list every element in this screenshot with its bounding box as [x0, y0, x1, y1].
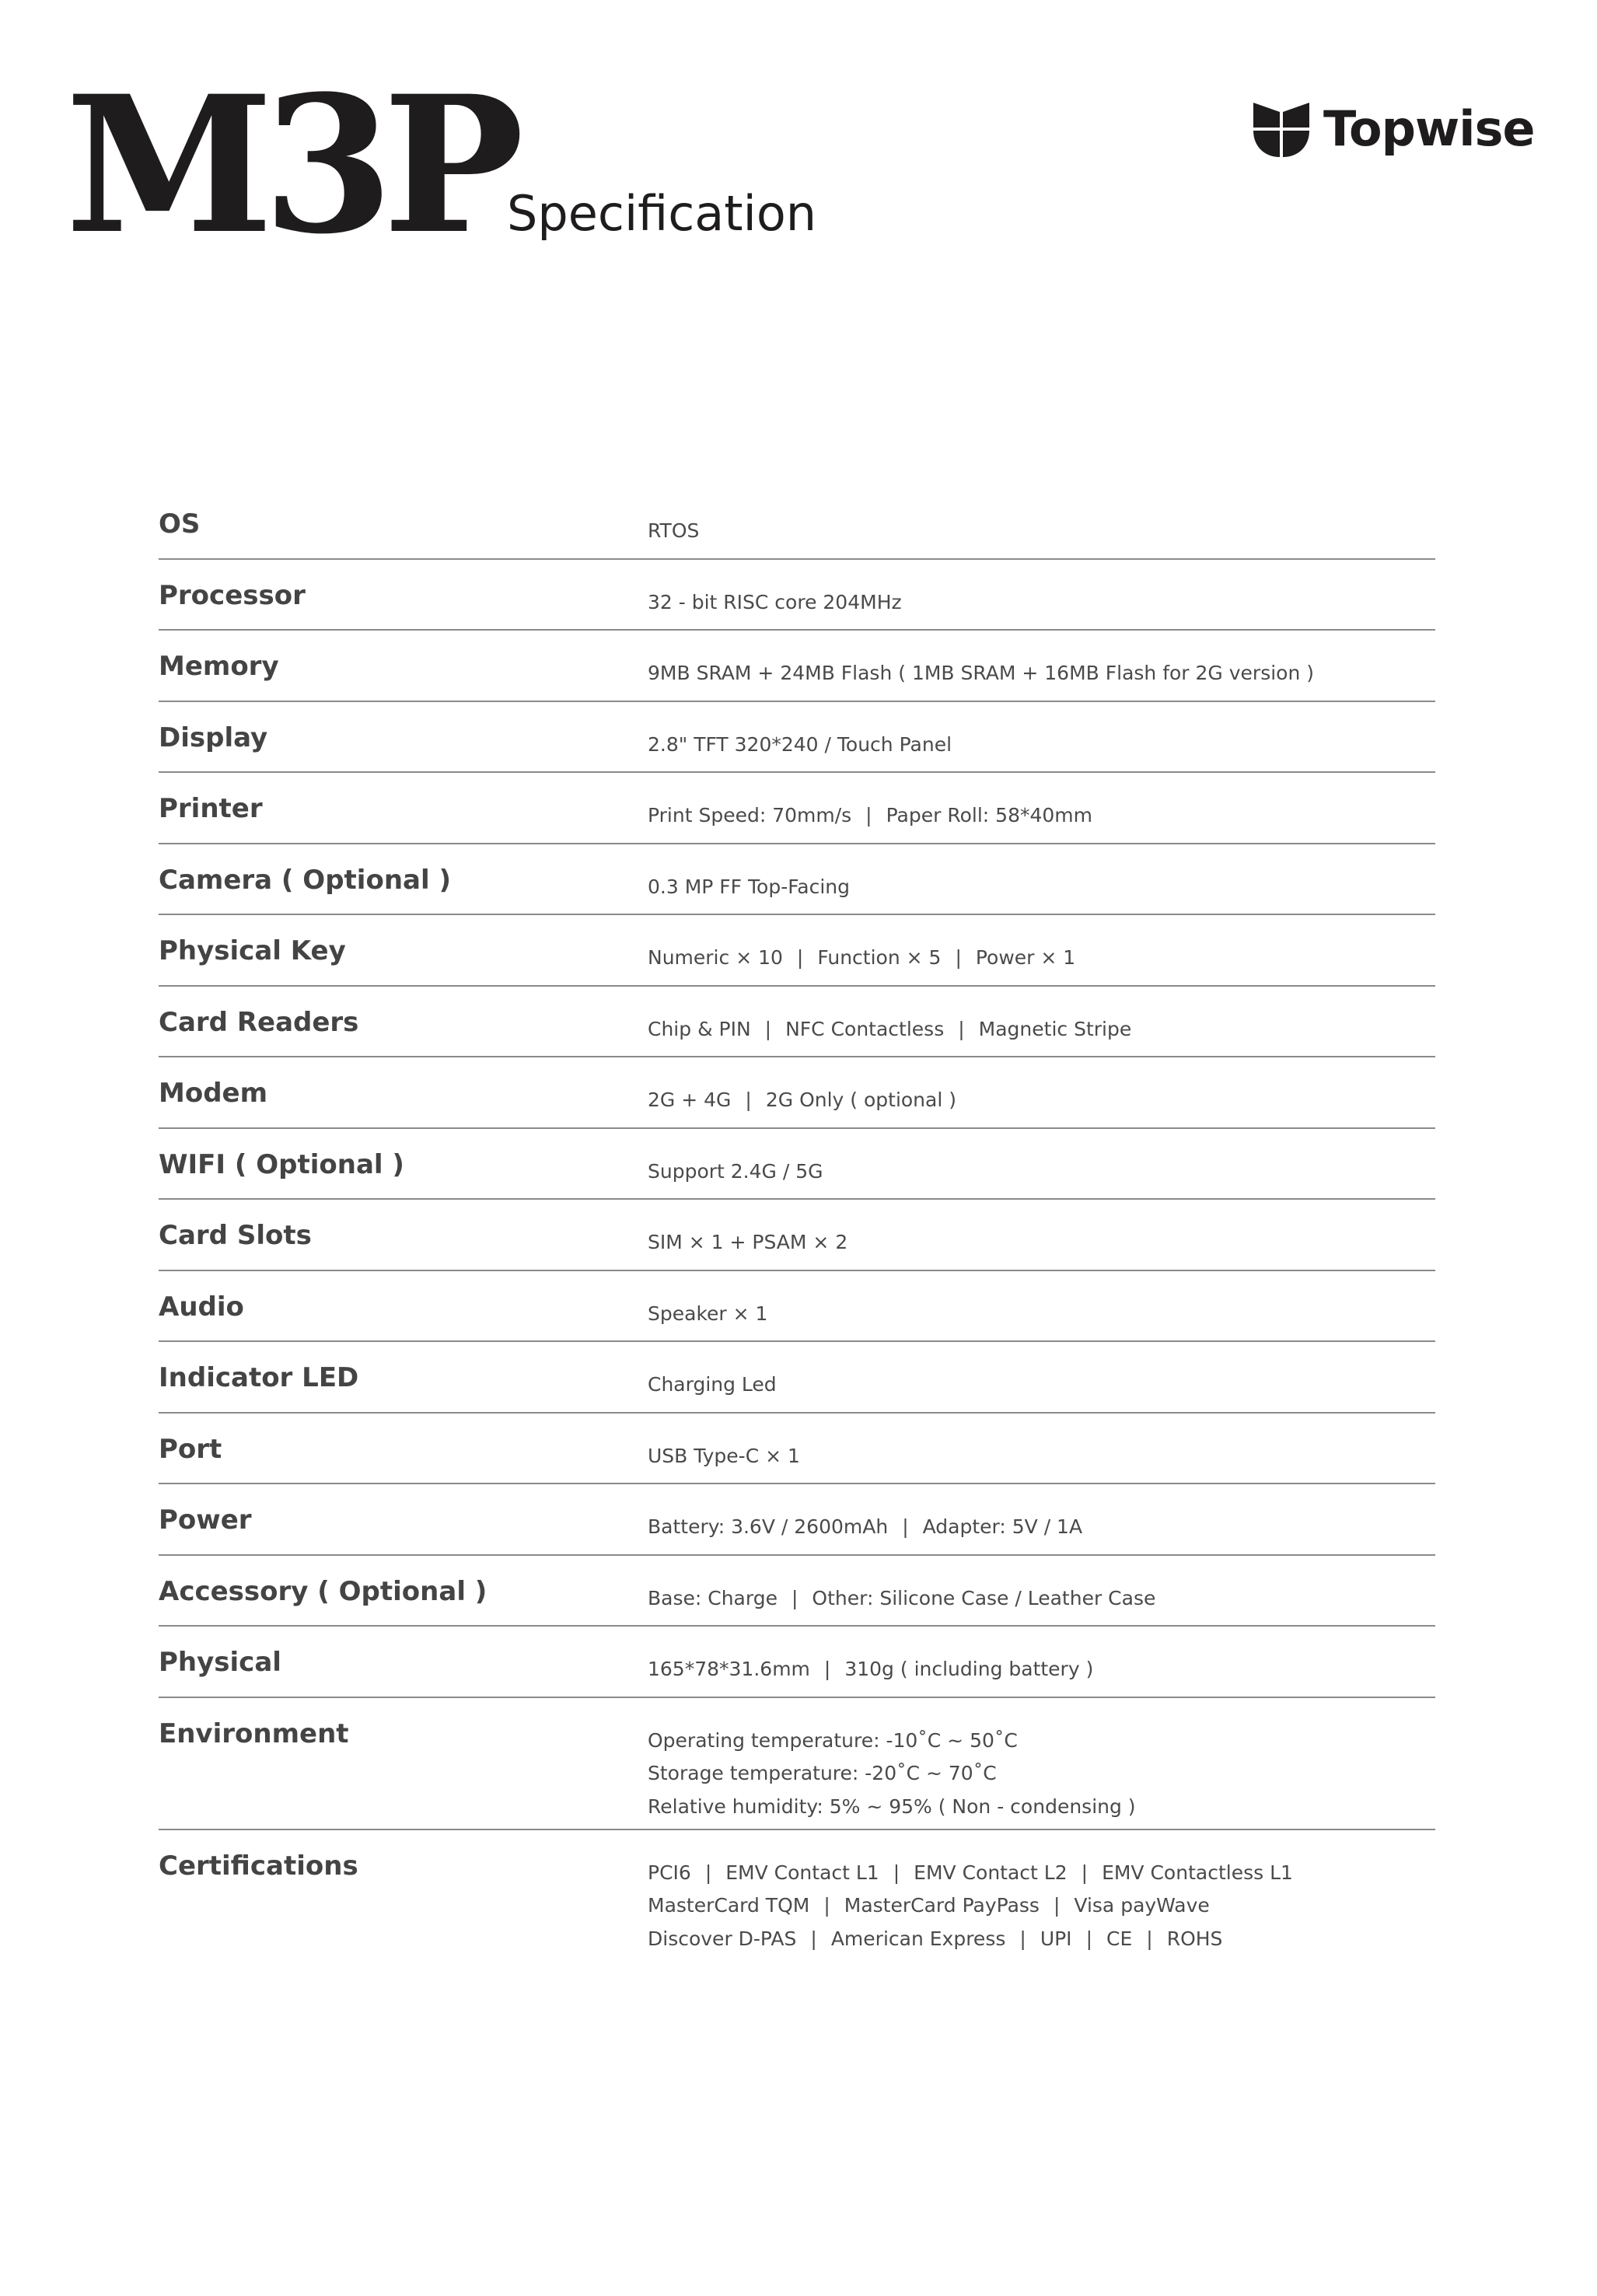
page-header: [0, 0, 1597, 311]
spec-value: Support 2.4G / 5G: [648, 1159, 823, 1183]
spec-label: Port: [159, 1433, 222, 1465]
spec-value-line: [648, 1155, 1435, 1189]
value-separator: |: [823, 1658, 831, 1680]
spec-values: [648, 792, 1435, 833]
spec-values: [648, 1290, 1435, 1331]
spec-value: Power × 1: [975, 946, 1076, 969]
value-separator: |: [893, 1861, 900, 1884]
spec-value: PCI6: [648, 1861, 691, 1884]
spec-value-line: [648, 1298, 1435, 1331]
value-separator: |: [1053, 1894, 1061, 1917]
spec-values: [648, 1574, 1435, 1616]
spec-value: 2G Only ( optional ): [765, 1089, 956, 1111]
spec-label: Indicator LED: [159, 1362, 359, 1393]
spec-row: [159, 987, 1435, 1058]
spec-value-line: [648, 1791, 1435, 1824]
spec-row: [159, 915, 1435, 987]
spec-value: NFC Contactless: [785, 1017, 945, 1040]
spec-label: Printer: [159, 793, 263, 824]
spec-value-line: [648, 1084, 1435, 1117]
spec-label: Audio: [159, 1291, 244, 1323]
spec-row: [159, 1830, 1435, 1962]
spec-row: [159, 1484, 1435, 1556]
brand-name: Topwise: [1323, 100, 1535, 157]
spec-value: CE: [1106, 1927, 1133, 1950]
spec-value-line: [648, 1923, 1435, 1956]
spec-label: Certifications: [159, 1850, 358, 1882]
spec-value-line: [648, 1582, 1435, 1616]
spec-value: Paper Roll: 58*40mm: [886, 804, 1092, 826]
spec-value: MasterCard PayPass: [844, 1894, 1040, 1917]
spec-value-line: [648, 1857, 1435, 1890]
spec-value: Charging Led: [648, 1373, 777, 1396]
spec-value: Discover D-PAS: [648, 1927, 797, 1950]
spec-values: [648, 1717, 1435, 1824]
value-separator: |: [958, 1017, 965, 1040]
spec-row: [159, 844, 1435, 916]
spec-label: Physical Key: [159, 935, 346, 966]
spec-row: [159, 1698, 1435, 1830]
spec-value: Base: Charge: [648, 1586, 778, 1609]
spec-value: Function × 5: [817, 946, 942, 969]
spec-label: Environment: [159, 1718, 349, 1749]
spec-value: Numeric × 10: [648, 946, 783, 969]
value-separator: |: [955, 946, 962, 969]
spec-values: [648, 1645, 1435, 1686]
value-separator: |: [1146, 1927, 1153, 1950]
spec-table: [159, 488, 1435, 1962]
topwise-logo-icon: [1252, 100, 1311, 159]
spec-value-line: [648, 1440, 1435, 1473]
spec-value-line: [648, 942, 1435, 975]
spec-value: Storage temperature: -20˚C ~ 70˚C: [648, 1762, 997, 1784]
spec-values: [648, 721, 1435, 762]
spec-value-line: [648, 1725, 1435, 1758]
spec-value: EMV Contact L2: [914, 1861, 1068, 1884]
spec-label: Power: [159, 1504, 252, 1536]
spec-label: Camera ( Optional ): [159, 864, 451, 896]
spec-values: [648, 1076, 1435, 1117]
spec-value-line: [648, 657, 1435, 690]
spec-row: [159, 1342, 1435, 1414]
spec-value: RTOS: [648, 519, 700, 542]
spec-value: Magnetic Stripe: [978, 1017, 1132, 1040]
spec-row: [159, 560, 1435, 631]
spec-value-line: [648, 1653, 1435, 1686]
spec-label: Physical: [159, 1647, 281, 1678]
spec-row: [159, 773, 1435, 844]
spec-value-line: [648, 586, 1435, 620]
spec-value: SIM × 1 + PSAM × 2: [648, 1231, 848, 1253]
value-separator: |: [745, 1089, 752, 1111]
spec-value: UPI: [1040, 1927, 1072, 1950]
spec-value-line: [648, 515, 1435, 548]
spec-values: [648, 507, 1435, 548]
spec-value-line: [648, 1013, 1435, 1047]
value-separator: |: [823, 1894, 830, 1917]
value-separator: |: [865, 804, 872, 826]
spec-value: 2.8" TFT 320*240 / Touch Panel: [648, 732, 952, 756]
spec-values: [648, 578, 1435, 620]
model-title: M3P: [65, 55, 514, 276]
spec-value: Visa payWave: [1074, 1894, 1210, 1917]
spec-value: EMV Contactless L1: [1102, 1861, 1293, 1884]
spec-value-line: [648, 1368, 1435, 1402]
value-separator: |: [796, 946, 804, 969]
spec-label: Processor: [159, 579, 306, 611]
spec-row: [159, 1200, 1435, 1271]
spec-label: Display: [159, 722, 268, 753]
spec-value: American Express: [830, 1927, 1006, 1950]
spec-value-line: [648, 1511, 1435, 1544]
spec-value: Battery: 3.6V / 2600mAh: [648, 1515, 889, 1538]
brand-logo: [1252, 98, 1535, 160]
spec-value: MasterCard TQM: [648, 1894, 810, 1917]
spec-value: 2G + 4G: [648, 1089, 732, 1111]
spec-value: 165*78*31.6mm: [648, 1658, 810, 1680]
spec-label: OS: [159, 508, 201, 540]
spec-label: WIFI ( Optional ): [159, 1148, 404, 1180]
value-separator: |: [1019, 1927, 1026, 1950]
value-separator: |: [1085, 1927, 1092, 1950]
spec-values: [648, 1849, 1435, 1956]
spec-value-line: [648, 1889, 1435, 1923]
spec-label: Card Readers: [159, 1006, 359, 1038]
spec-row: [159, 488, 1435, 560]
spec-value-line: [648, 1757, 1435, 1791]
spec-value-line: [648, 729, 1435, 762]
spec-label: Accessory ( Optional ): [159, 1575, 487, 1607]
spec-label: Modem: [159, 1078, 268, 1109]
spec-value: 0.3 MP FF Top-Facing: [648, 875, 851, 898]
spec-row: [159, 702, 1435, 774]
spec-value: Operating temperature: -10˚C ~ 50˚C: [648, 1728, 1018, 1752]
spec-row: [159, 1627, 1435, 1698]
spec-label: Card Slots: [159, 1220, 312, 1251]
spec-row: [159, 1057, 1435, 1129]
spec-values: [648, 1218, 1435, 1260]
spec-value: Adapter: 5V / 1A: [922, 1515, 1083, 1538]
spec-value: 32 - bit RISC core 204MHz: [648, 590, 902, 613]
spec-value: Other: Silicone Case / Leather Case: [812, 1586, 1156, 1609]
spec-value: Chip & PIN: [648, 1017, 751, 1040]
value-separator: |: [810, 1927, 817, 1950]
spec-values: [648, 1005, 1435, 1047]
spec-row: [159, 1414, 1435, 1485]
spec-value-line: [648, 1226, 1435, 1260]
value-separator: |: [902, 1515, 909, 1538]
spec-value-line: [648, 871, 1435, 904]
spec-values: [648, 1361, 1435, 1402]
spec-row: [159, 1129, 1435, 1200]
spec-value: EMV Contact L1: [725, 1861, 879, 1884]
spec-row: [159, 1556, 1435, 1627]
spec-row: [159, 1271, 1435, 1343]
value-separator: |: [791, 1586, 798, 1609]
spec-row: [159, 631, 1435, 702]
spec-value: Print Speed: 70mm/s: [648, 804, 852, 826]
value-separator: |: [704, 1861, 712, 1884]
spec-value: 9MB SRAM + 24MB Flash ( 1MB SRAM + 16MB Flash for 2G version ): [648, 662, 1315, 684]
value-separator: |: [1081, 1861, 1089, 1884]
spec-values: [648, 934, 1435, 975]
spec-value: USB Type-C × 1: [648, 1444, 800, 1467]
spec-value: Speaker × 1: [648, 1302, 768, 1325]
spec-value: 310g ( including battery ): [844, 1658, 1094, 1680]
spec-values: [648, 649, 1435, 690]
spec-values: [648, 1503, 1435, 1544]
spec-value: Relative humidity: 5% ~ 95% ( Non - condensing ): [648, 1795, 1136, 1818]
spec-label: Memory: [159, 651, 279, 682]
spec-values: [648, 1432, 1435, 1473]
value-separator: |: [764, 1017, 772, 1040]
spec-values: [648, 863, 1435, 904]
spec-value-line: [648, 799, 1435, 833]
spec-values: [648, 1148, 1435, 1189]
document-subtitle: Specification: [507, 185, 817, 242]
spec-value: ROHS: [1166, 1927, 1223, 1950]
